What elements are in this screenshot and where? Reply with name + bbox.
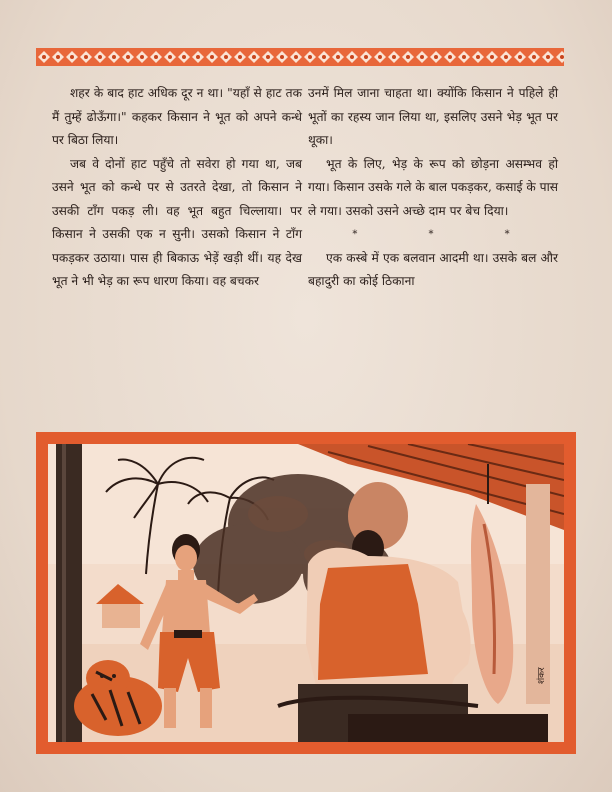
border-dot bbox=[476, 55, 480, 59]
right-paragraph-2: भूत के लिए, भेड़ के रूप को छोड़ना असम्भव हो गया। किसान उसके गले के बाल पकड़कर, कसाई के पास ले गया। उसको उसने अच्छे दाम पर बेच दिया। bbox=[308, 156, 558, 218]
border-dot bbox=[140, 55, 144, 59]
border-dot bbox=[336, 55, 340, 59]
section-separator: * * * bbox=[352, 229, 544, 240]
border-dot bbox=[406, 55, 410, 59]
border-dot bbox=[56, 55, 60, 59]
border-dot bbox=[504, 55, 508, 59]
border-dot bbox=[182, 55, 186, 59]
border-dot bbox=[168, 55, 172, 59]
right-paragraph-3: एक कस्बे में एक बलवान आदमी था। उसके बल और बहादुरी का कोई ठिकाना bbox=[308, 250, 558, 288]
border-dot bbox=[224, 55, 228, 59]
border-dot bbox=[154, 55, 158, 59]
border-dot bbox=[546, 55, 550, 59]
border-dot bbox=[532, 55, 536, 59]
border-dot bbox=[210, 55, 214, 59]
border-dot bbox=[462, 55, 466, 59]
border-dot bbox=[238, 55, 242, 59]
border-dot bbox=[350, 55, 354, 59]
illustration-frame bbox=[36, 432, 576, 754]
border-dot bbox=[266, 55, 270, 59]
left-paragraph-2: जब वे दोनों हाट पहुँचे तो सवेरा हो गया था, जब उसने भूत को कन्धे पर से उतरते देखा, तो किसान ने उसकी टाँग पकड़ ली। वह भूत बहुत चिल्लाया। पर किसान ने उसकी एक न सुनी। उसको किसान ने टाँग पकड़कर उठाया। पास ही बिकाऊ भेड़ें खड़ी थीं। यह देख भूत ने भी भेड़ का रूप धारण किया। वह बचकर bbox=[52, 156, 302, 288]
border-dot bbox=[490, 55, 494, 59]
border-dot bbox=[392, 55, 396, 59]
border-dot bbox=[560, 55, 564, 59]
artist-signature: शंकर bbox=[537, 667, 547, 684]
border-dot bbox=[308, 55, 312, 59]
left-paragraph-1: शहर के बाद हाट अधिक दूर न था। "यहाँ से हाट तक मैं तुम्हें ढोऊँगा।" कहकर किसान ने भूत को अपने कन्धे पर बिठा लिया। bbox=[52, 86, 302, 147]
border-dot bbox=[196, 55, 200, 59]
border-dot bbox=[434, 55, 438, 59]
border-dot bbox=[448, 55, 452, 59]
chopping-block bbox=[348, 714, 548, 742]
border-dot bbox=[322, 55, 326, 59]
left-text-column bbox=[52, 82, 302, 294]
border-dot bbox=[70, 55, 74, 59]
border-dot bbox=[364, 55, 368, 59]
decorative-border bbox=[36, 48, 564, 66]
border-dot bbox=[420, 55, 424, 59]
border-dot bbox=[126, 55, 130, 59]
border-dot bbox=[98, 55, 102, 59]
border-dot bbox=[84, 55, 88, 59]
border-dot bbox=[378, 55, 382, 59]
border-dot bbox=[294, 55, 298, 59]
border-dot bbox=[518, 55, 522, 59]
border-dot bbox=[252, 55, 256, 59]
border-dot bbox=[42, 55, 46, 59]
right-text-column bbox=[308, 82, 558, 294]
border-dot bbox=[112, 55, 116, 59]
right-paragraph-1: उनमें मिल जाना चाहता था। क्योंकि किसान ने पहिले ही भूतों का रहस्य जान लिया था, इसलिए उसने भेड़ भूत पर थूका। bbox=[308, 86, 558, 147]
border-dot bbox=[280, 55, 284, 59]
story-illustration bbox=[48, 444, 564, 742]
